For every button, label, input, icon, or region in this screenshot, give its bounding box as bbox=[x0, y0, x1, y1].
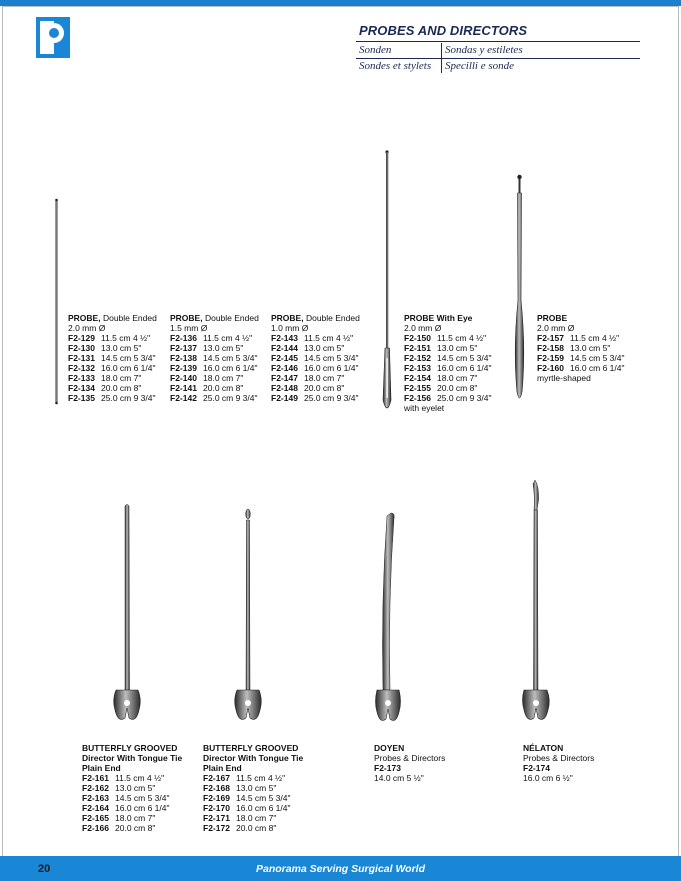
catalog-row bbox=[404, 363, 492, 373]
catalog-size: 16.0 cm 6 1/4" bbox=[203, 363, 258, 373]
catalog-row bbox=[203, 773, 303, 783]
catalog-row bbox=[170, 343, 259, 353]
catalog-size: 13.0 cm 5" bbox=[203, 343, 244, 353]
catalog-code: F2-164 bbox=[82, 803, 109, 813]
catalog-size: 16.0 cm 6 1/4" bbox=[236, 803, 291, 813]
catalog-code: F2-144 bbox=[271, 343, 298, 353]
catalog-row bbox=[537, 333, 625, 343]
catalog-code: F2-129 bbox=[68, 333, 95, 343]
product-name: NÉLATON bbox=[523, 743, 564, 753]
catalog-row bbox=[170, 363, 259, 373]
product-subtitle: Probes & Directors bbox=[374, 753, 446, 763]
product-note: with eyelet bbox=[404, 403, 445, 413]
catalog-row bbox=[170, 393, 259, 403]
catalog-row bbox=[203, 803, 303, 813]
catalog-size: 16.0 cm 6 1/4" bbox=[570, 363, 625, 373]
catalog-code: F2-158 bbox=[537, 343, 564, 353]
catalog-size: 11.5 cm 4 ½" bbox=[437, 333, 487, 343]
product-note: myrtle-shaped bbox=[537, 373, 591, 383]
catalog-code: F2-159 bbox=[537, 353, 564, 363]
catalog-row bbox=[68, 333, 157, 343]
catalog-row bbox=[271, 333, 360, 343]
product-name: PROBE With Eye bbox=[404, 313, 473, 323]
catalog-row bbox=[68, 363, 157, 373]
catalog-code: F2-162 bbox=[82, 783, 109, 793]
catalog-code: F2-134 bbox=[68, 383, 95, 393]
catalog-code: F2-135 bbox=[68, 393, 95, 403]
catalog-code: F2-142 bbox=[170, 393, 197, 403]
product-probe-with-eye bbox=[404, 313, 492, 413]
product-code: F2-174 bbox=[523, 763, 550, 773]
product-subtitle: Director With Tongue Tie bbox=[203, 753, 304, 763]
catalog-code: F2-172 bbox=[203, 823, 230, 833]
translation-french: Sondes et stylets bbox=[359, 60, 432, 72]
footer-slogan: Panorama Serving Surgical World bbox=[255, 863, 426, 875]
catalog-code: F2-170 bbox=[203, 803, 230, 813]
catalog-size: 13.0 cm 5" bbox=[101, 343, 142, 353]
catalog-code: F2-138 bbox=[170, 353, 197, 363]
catalog-size: 14.5 cm 5 3/4" bbox=[304, 353, 359, 363]
catalog-size: 20.0 cm 8" bbox=[236, 823, 277, 833]
catalog-row bbox=[82, 773, 182, 783]
butterfly-director-2-image bbox=[235, 509, 262, 719]
catalog-row bbox=[82, 813, 182, 823]
catalog-code: F2-156 bbox=[404, 393, 431, 403]
double-ended-probe-image bbox=[55, 199, 58, 405]
catalog-code: F2-130 bbox=[68, 343, 95, 353]
catalog-size: 11.5 cm 4 ½" bbox=[304, 333, 354, 343]
product-subtitle: Plain End bbox=[82, 763, 121, 773]
product-diameter: 2.0 mm Ø bbox=[404, 323, 442, 333]
catalog-row bbox=[203, 783, 303, 793]
product-name: BUTTERFLY GROOVED bbox=[82, 743, 178, 753]
doyen-probe-image bbox=[376, 513, 401, 720]
catalog-row bbox=[404, 343, 492, 353]
catalog-size: 11.5 cm 4 ½" bbox=[115, 773, 165, 783]
catalog-row bbox=[271, 393, 360, 403]
catalog-row bbox=[68, 353, 157, 363]
product-name: PROBE, bbox=[271, 313, 304, 323]
catalog-row bbox=[82, 793, 182, 803]
product-doyen bbox=[374, 743, 445, 783]
catalog-size: 14.5 cm 5 3/4" bbox=[236, 793, 291, 803]
product-name-suffix: Double Ended bbox=[303, 313, 360, 323]
catalog-size: 25.0 cm 9 3/4" bbox=[304, 393, 359, 403]
catalog-code: F2-147 bbox=[271, 373, 298, 383]
catalog-size: 13.0 cm 5" bbox=[570, 343, 611, 353]
catalog-size: 13.0 cm 5" bbox=[437, 343, 478, 353]
myrtle-probe-image bbox=[515, 175, 524, 398]
catalog-size: 25.0 cm 9 3/4" bbox=[203, 393, 258, 403]
catalog-size: 11.5 cm 4 ½" bbox=[203, 333, 253, 343]
catalog-size: 11.5 cm 4 ½" bbox=[101, 333, 151, 343]
catalog-code: F2-131 bbox=[68, 353, 95, 363]
product-nelaton bbox=[523, 743, 594, 783]
product-subtitle: Probes & Directors bbox=[523, 753, 595, 763]
catalog-size: 16.0 cm 6 1/4" bbox=[101, 363, 156, 373]
catalog-size: 13.0 cm 5" bbox=[115, 783, 156, 793]
catalog-row bbox=[404, 393, 492, 403]
catalog-size: 13.0 cm 5" bbox=[236, 783, 277, 793]
product-code: F2-173 bbox=[374, 763, 401, 773]
catalog-size: 14.5 cm 5 3/4" bbox=[115, 793, 170, 803]
product-subtitle: Plain End bbox=[203, 763, 242, 773]
catalog-code: F2-151 bbox=[404, 343, 431, 353]
product-diameter: 1.5 mm Ø bbox=[170, 323, 208, 333]
catalog-code: F2-141 bbox=[170, 383, 197, 393]
catalog-row bbox=[537, 343, 625, 353]
catalog-code: F2-145 bbox=[271, 353, 298, 363]
catalog-size: 18.0 cm 7" bbox=[304, 373, 345, 383]
catalog-row bbox=[68, 393, 157, 403]
catalog-size: 18.0 cm 7" bbox=[437, 373, 478, 383]
catalog-code: F2-137 bbox=[170, 343, 197, 353]
catalog-code: F2-136 bbox=[170, 333, 197, 343]
catalog-size: 20.0 cm 8" bbox=[304, 383, 345, 393]
catalog-size: 13.0 cm 5" bbox=[304, 343, 345, 353]
catalog-row bbox=[170, 333, 259, 343]
catalog-code: F2-157 bbox=[537, 333, 564, 343]
product-size: 16.0 cm 6 ½" bbox=[523, 773, 573, 783]
catalog-row bbox=[271, 383, 360, 393]
catalog-code: F2-146 bbox=[271, 363, 298, 373]
product-diameter: 2.0 mm Ø bbox=[537, 323, 575, 333]
catalog-row bbox=[404, 373, 492, 383]
product-name: DOYEN bbox=[374, 743, 405, 753]
catalog-size: 16.0 cm 6 1/4" bbox=[304, 363, 359, 373]
catalog-code: F2-155 bbox=[404, 383, 431, 393]
catalog-size: 18.0 cm 7" bbox=[203, 373, 244, 383]
catalog-row bbox=[271, 343, 360, 353]
catalog-size: 14.5 cm 5 3/4" bbox=[437, 353, 492, 363]
catalog-size: 14.5 cm 5 3/4" bbox=[203, 353, 258, 363]
product-butterfly-grooved-2 bbox=[203, 743, 303, 833]
catalog-code: F2-140 bbox=[170, 373, 197, 383]
catalog-code: F2-139 bbox=[170, 363, 197, 373]
catalog-code: F2-171 bbox=[203, 813, 230, 823]
catalog-size: 18.0 cm 7" bbox=[115, 813, 156, 823]
product-name: PROBE, bbox=[170, 313, 203, 323]
probe-with-eye-image bbox=[383, 150, 391, 408]
product-name-suffix: Double Ended bbox=[202, 313, 259, 323]
catalog-size: 14.5 cm 5 3/4" bbox=[570, 353, 625, 363]
catalog-size: 16.0 cm 6 1/4" bbox=[115, 803, 170, 813]
product-name: BUTTERFLY GROOVED bbox=[203, 743, 299, 753]
page-number: 20 bbox=[38, 863, 51, 875]
product-diameter: 1.0 mm Ø bbox=[271, 323, 309, 333]
catalog-row bbox=[170, 373, 259, 383]
catalog-row bbox=[537, 363, 625, 373]
nelaton-probe-image bbox=[523, 480, 550, 719]
catalog-row bbox=[82, 823, 182, 833]
catalog-row bbox=[82, 783, 182, 793]
product-butterfly-grooved-1 bbox=[82, 743, 182, 833]
catalog-code: F2-163 bbox=[82, 793, 109, 803]
catalog-size: 18.0 cm 7" bbox=[236, 813, 277, 823]
catalog-size: 11.5 cm 4 ½" bbox=[570, 333, 620, 343]
catalog-row bbox=[404, 333, 492, 343]
catalog-size: 20.0 cm 8" bbox=[115, 823, 156, 833]
catalog-code: F2-154 bbox=[404, 373, 431, 383]
catalog-code: F2-153 bbox=[404, 363, 431, 373]
catalog-code: F2-149 bbox=[271, 393, 298, 403]
catalog-code: F2-169 bbox=[203, 793, 230, 803]
product-subtitle: Director With Tongue Tie bbox=[82, 753, 183, 763]
product-diameter: 2.0 mm Ø bbox=[68, 323, 106, 333]
catalog-row bbox=[170, 383, 259, 393]
product-double-ended-1-5mm bbox=[170, 313, 259, 403]
catalog-row bbox=[203, 813, 303, 823]
catalog-row bbox=[82, 803, 182, 813]
catalog-code: F2-132 bbox=[68, 363, 95, 373]
catalog-code: F2-167 bbox=[203, 773, 230, 783]
catalog-code: F2-150 bbox=[404, 333, 431, 343]
translation-italian: Specilli e sonde bbox=[445, 60, 515, 72]
catalog-size: 25.0 cm 9 3/4" bbox=[437, 393, 492, 403]
catalog-row bbox=[203, 793, 303, 803]
butterfly-director-1-image bbox=[114, 505, 141, 720]
catalog-code: F2-160 bbox=[537, 363, 564, 373]
catalog-code: F2-152 bbox=[404, 353, 431, 363]
catalog-size: 14.5 cm 5 3/4" bbox=[101, 353, 156, 363]
catalog-row bbox=[68, 373, 157, 383]
catalog-code: F2-161 bbox=[82, 773, 109, 783]
catalog-size: 20.0 cm 8" bbox=[203, 383, 244, 393]
catalog-row bbox=[203, 823, 303, 833]
catalog-row bbox=[537, 353, 625, 363]
catalog-size: 11.5 cm 4 ½" bbox=[236, 773, 286, 783]
catalog-code: F2-143 bbox=[271, 333, 298, 343]
product-double-ended-2mm bbox=[68, 313, 157, 403]
catalog-code: F2-166 bbox=[82, 823, 109, 833]
product-name-suffix: Double Ended bbox=[100, 313, 157, 323]
catalog-row bbox=[271, 363, 360, 373]
catalog-row bbox=[68, 343, 157, 353]
product-name: PROBE, bbox=[68, 313, 101, 323]
product-double-ended-1mm bbox=[271, 313, 360, 403]
catalog-row bbox=[170, 353, 259, 363]
catalog-row bbox=[271, 353, 360, 363]
catalog-size: 20.0 cm 8" bbox=[101, 383, 142, 393]
catalog-code: F2-133 bbox=[68, 373, 95, 383]
catalog-code: F2-165 bbox=[82, 813, 109, 823]
catalog-size: 18.0 cm 7" bbox=[101, 373, 142, 383]
product-size: 14.0 cm 5 ½" bbox=[374, 773, 424, 783]
product-probe-myrtle bbox=[537, 313, 625, 383]
catalog-row bbox=[68, 383, 157, 393]
catalog-row bbox=[404, 353, 492, 363]
catalog-code: F2-168 bbox=[203, 783, 230, 793]
translation-german: Sonden bbox=[359, 44, 392, 56]
catalog-row bbox=[404, 383, 492, 393]
catalog-size: 25.0 cm 9 3/4" bbox=[101, 393, 156, 403]
page-title: PROBES AND DIRECTORS bbox=[359, 23, 528, 38]
product-name: PROBE bbox=[537, 313, 568, 323]
catalog-row bbox=[271, 373, 360, 383]
catalog-code: F2-148 bbox=[271, 383, 298, 393]
catalog-size: 16.0 cm 6 1/4" bbox=[437, 363, 492, 373]
catalog-size: 20.0 cm 8" bbox=[437, 383, 478, 393]
translation-spanish: Sondas y estiletes bbox=[445, 44, 523, 56]
